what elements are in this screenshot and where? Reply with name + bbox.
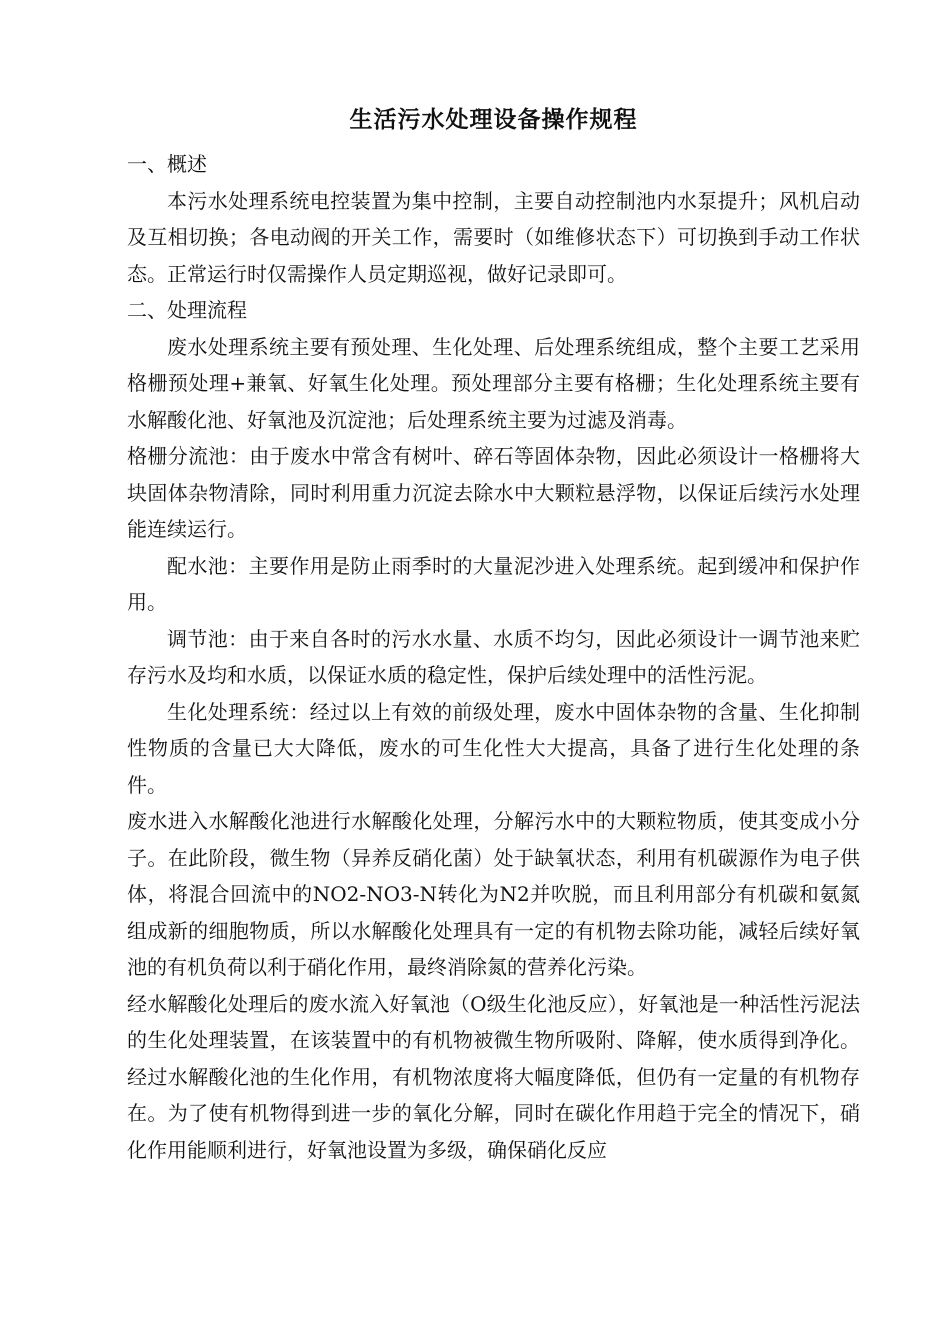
paragraph-aerobic: 经水解酸化处理后的废水流入好氧池（O级生化池反应），好氧池是一种活性污泥法的生化处理装置，在该装置中的有机物被微生物所吸附、降解，使水质得到净化。经过水解酸化池的生化作用，有机物浓度将大幅度降低，但仍有一定量的有机物存在。为了使有机物得到进一步的氧化分解，同时在碳化作用趋于完全的情况下，硝化作用能顺利进行，好氧池设置为多级，确保硝化反应 [127, 991, 860, 1162]
paragraph-process-intro: 废水处理系统主要有预处理、生化处理、后处理系统组成，整个主要工艺采用格栅预处理+兼氧、好氧生化处理。预处理部分主要有格栅；生化处理系统主要有水解酸化池、好氧池及沉淀池；后处理系统主要为过滤及消毒。 [127, 334, 860, 432]
paragraph-distribution-pool: 配水池：主要作用是防止雨季时的大量泥沙进入处理系统。起到缓冲和保护作用。 [127, 553, 860, 614]
section-heading-overview: 一、概述 [127, 152, 207, 176]
paragraph-biochemical-system: 生化处理系统：经过以上有效的前级处理，废水中固体杂物的含量、生化抑制性物质的含量已大大降低，废水的可生化性大大提高，具备了进行生化处理的条件。 [127, 699, 860, 797]
section-heading-process: 二、处理流程 [127, 298, 247, 322]
document-page [127, 100, 860, 1168]
document-title: 生活污水处理设备操作规程 [349, 106, 638, 133]
paragraph-grille-pool: 格栅分流池：由于废水中常含有树叶、碎石等固体杂物，因此必须设计一格栅将大块固体杂物清除，同时利用重力沉淀去除水中大颗粒悬浮物，以保证后续污水处理能连续运行。 [127, 444, 860, 541]
paragraph-hydrolysis: 废水进入水解酸化池进行水解酸化处理，分解污水中的大颗粒物质，使其变成小分子。在此阶段，微生物（异养反硝化菌）处于缺氧状态，利用有机碳源作为电子供体，将混合回流中的NO2-NO3-N转化为N2并吹脱，而且利用部分有机碳和氨氮组成新的细胞物质，所以水解酸化处理具有一定的有机物去除功能，减轻后续好氧池的有机负荷以利于硝化作用，最终消除氮的营养化污染。 [127, 809, 860, 979]
paragraph-overview: 本污水处理系统电控装置为集中控制，主要自动控制池内水泵提升；风机启动及互相切换；各电动阀的开关工作，需要时（如维修状态下）可切换到手动工作状态。正常运行时仅需操作人员定期巡视，做好记录即可。 [127, 188, 860, 286]
paragraph-regulating-pool: 调节池：由于来自各时的污水水量、水质不均匀，因此必须设计一调节池来贮存污水及均和水质，以保证水质的稳定性，保护后续处理中的活性污泥。 [127, 626, 860, 687]
